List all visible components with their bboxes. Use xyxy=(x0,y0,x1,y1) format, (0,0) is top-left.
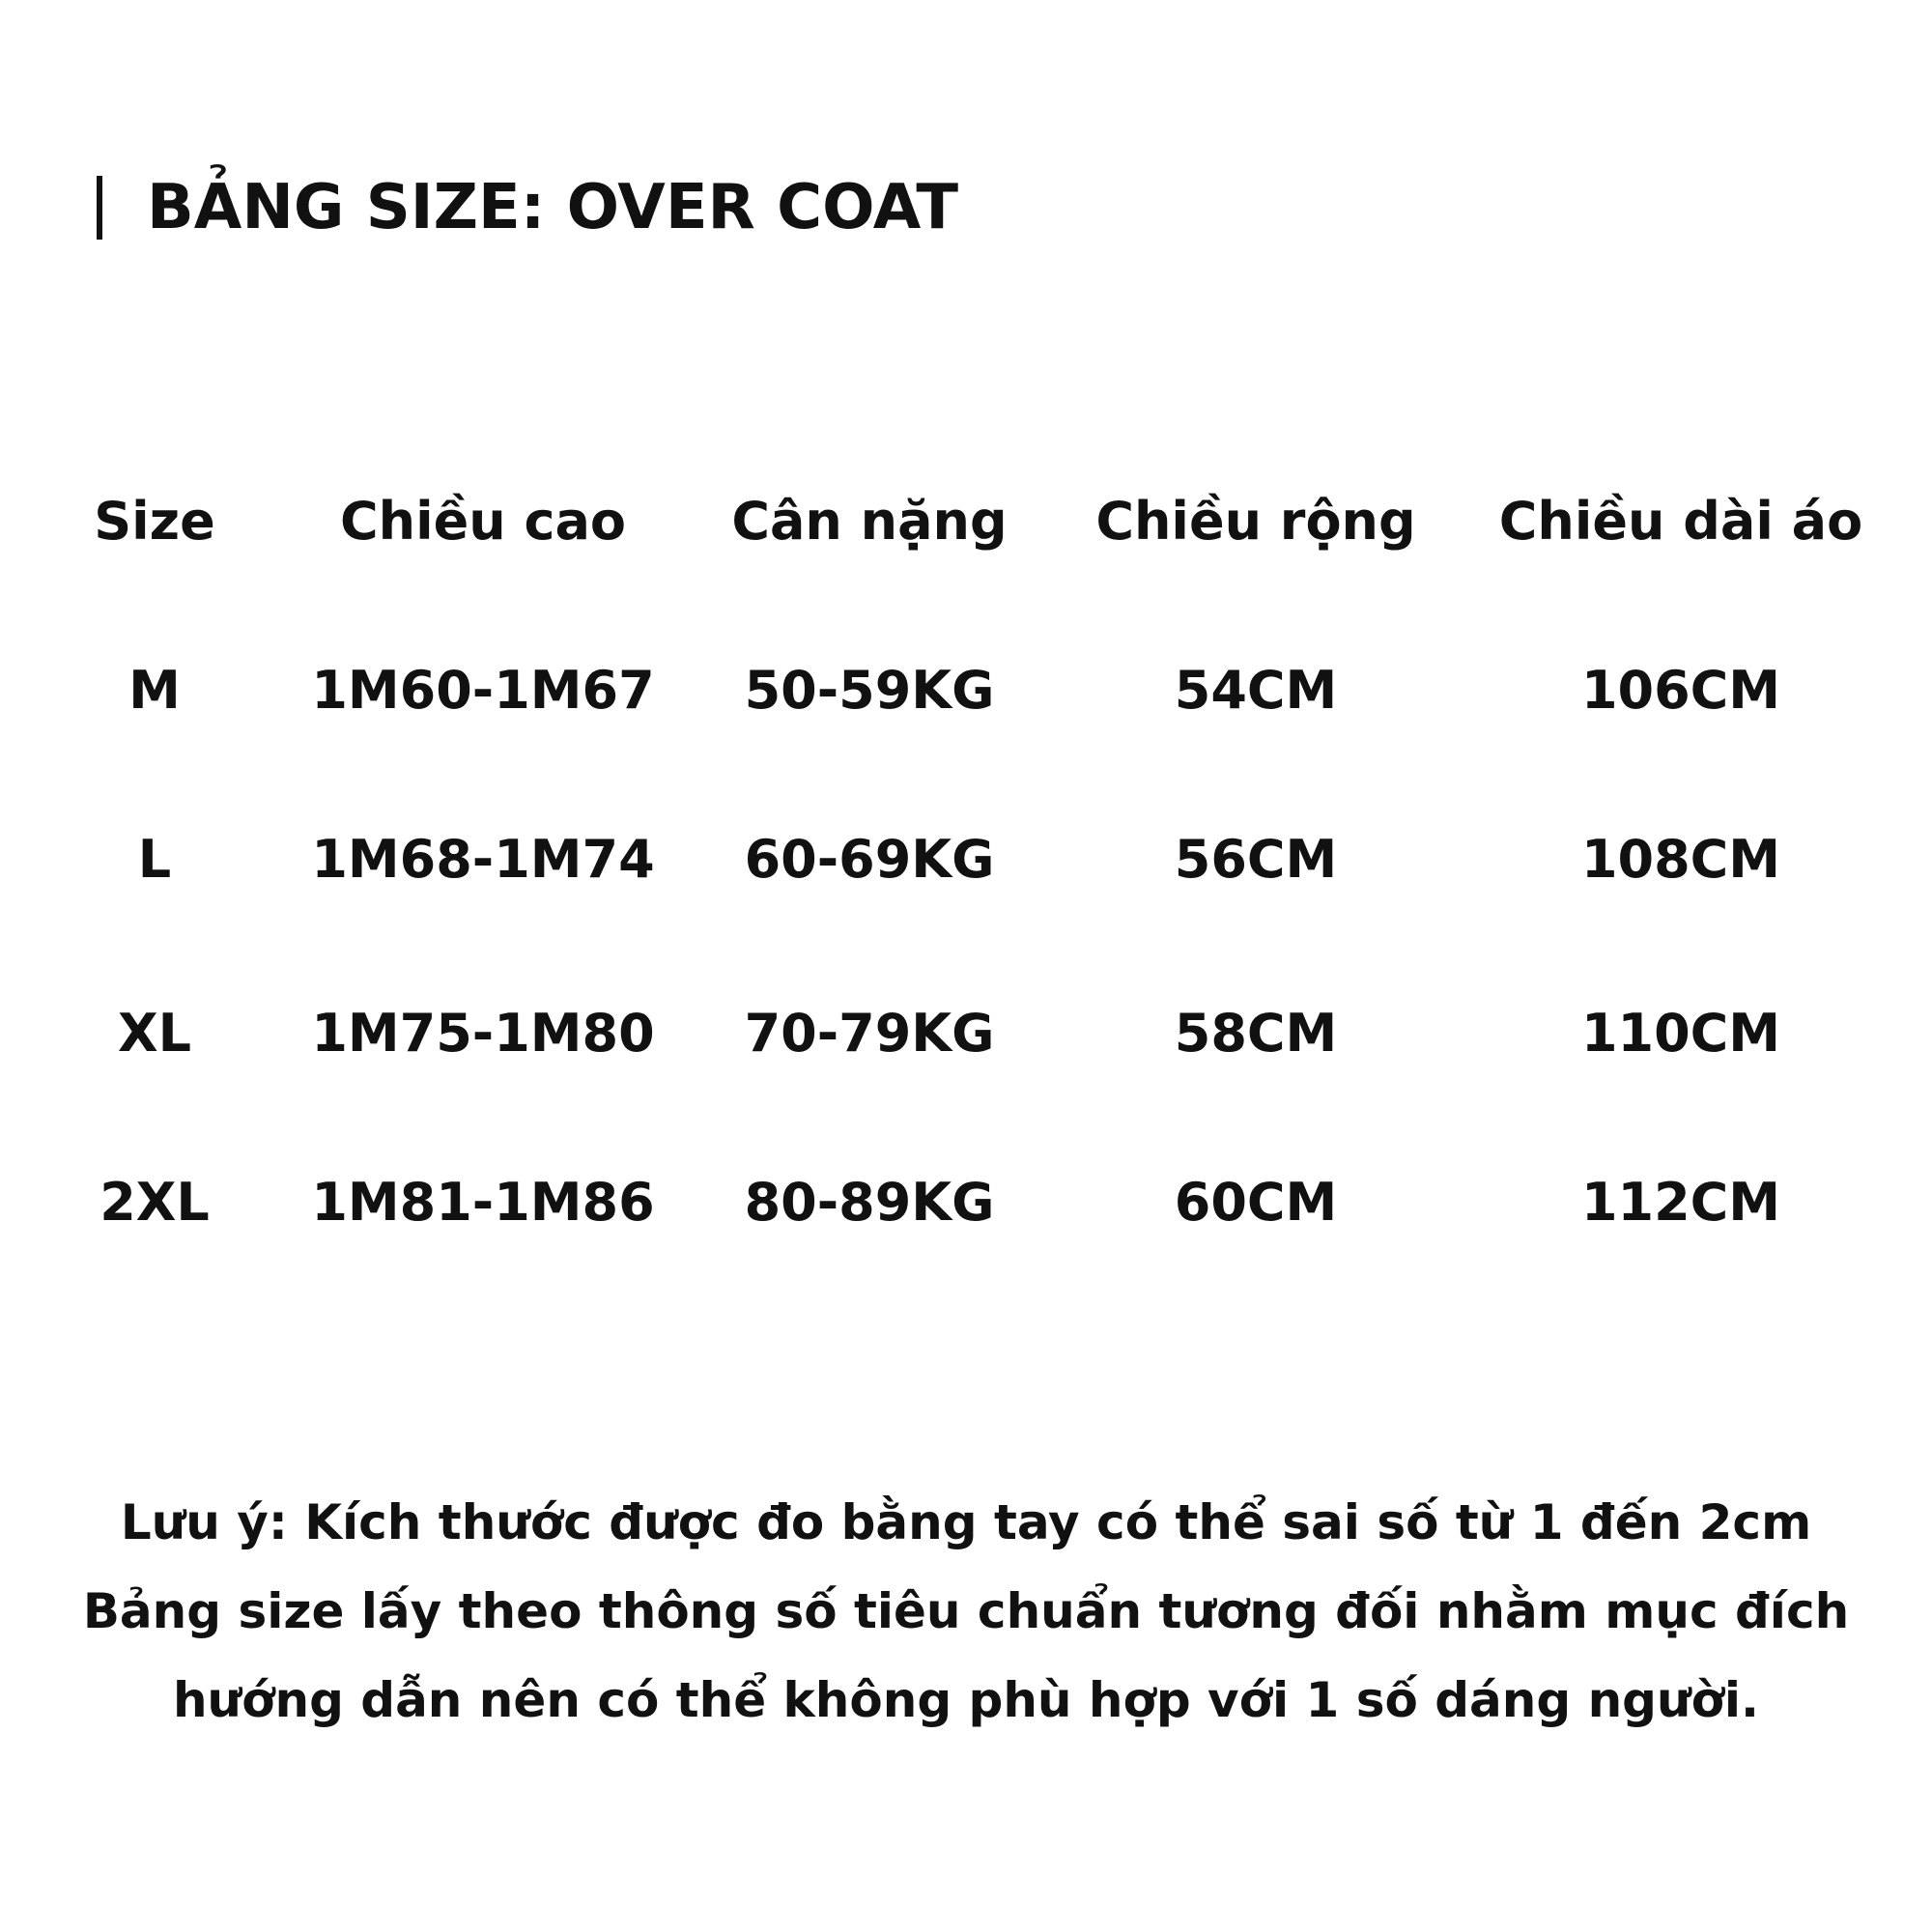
cell-height: 1M60-1M67 xyxy=(311,660,655,721)
note-line: Lưu ý: Kích thước được đo bằng tay có thể sai số từ 1 đến 2cm xyxy=(120,1494,1812,1550)
cell-width: 56CM xyxy=(1174,829,1338,890)
table-header-row xyxy=(0,473,1932,570)
header-width: Chiều rộng xyxy=(1095,491,1416,552)
header-length: Chiều dài áo xyxy=(1498,491,1863,552)
cell-width: 60CM xyxy=(1174,1172,1338,1233)
cell-weight: 60-69KG xyxy=(744,829,995,890)
note-line: hướng dẫn nên có thể không phù hợp với 1 số dáng người. xyxy=(172,1672,1760,1728)
cell-height: 1M68-1M74 xyxy=(311,829,655,890)
header-size: Size xyxy=(94,491,215,552)
notes-block xyxy=(0,1478,1932,1745)
cell-height: 1M75-1M80 xyxy=(311,1003,655,1064)
cell-weight: 50-59KG xyxy=(744,660,995,721)
cell-length: 112CM xyxy=(1580,1172,1781,1233)
table-row xyxy=(0,811,1932,908)
header-weight: Cân nặng xyxy=(731,491,1008,552)
header-height: Chiều cao xyxy=(340,491,626,552)
table-row xyxy=(0,1154,1932,1251)
table-row xyxy=(0,985,1932,1082)
cell-length: 110CM xyxy=(1580,1003,1781,1064)
cell-length: 108CM xyxy=(1580,829,1781,890)
cell-weight: 80-89KG xyxy=(744,1172,995,1233)
cell-size: XL xyxy=(117,1003,192,1064)
cell-width: 54CM xyxy=(1174,660,1338,721)
cell-size: L xyxy=(137,829,172,890)
page-title xyxy=(97,164,958,251)
cell-width: 58CM xyxy=(1174,1003,1338,1064)
title-divider-bar xyxy=(97,176,102,240)
note-line: Bảng size lấy theo thông số tiêu chuẩn tương đối nhằm mục đích xyxy=(82,1583,1850,1639)
cell-weight: 70-79KG xyxy=(744,1003,995,1064)
title-text: BẢNG SIZE: OVER COAT xyxy=(147,172,958,243)
cell-size: M xyxy=(128,660,181,721)
cell-size: 2XL xyxy=(99,1172,210,1233)
cell-length: 106CM xyxy=(1580,660,1781,721)
cell-height: 1M81-1M86 xyxy=(311,1172,655,1233)
table-row xyxy=(0,642,1932,739)
